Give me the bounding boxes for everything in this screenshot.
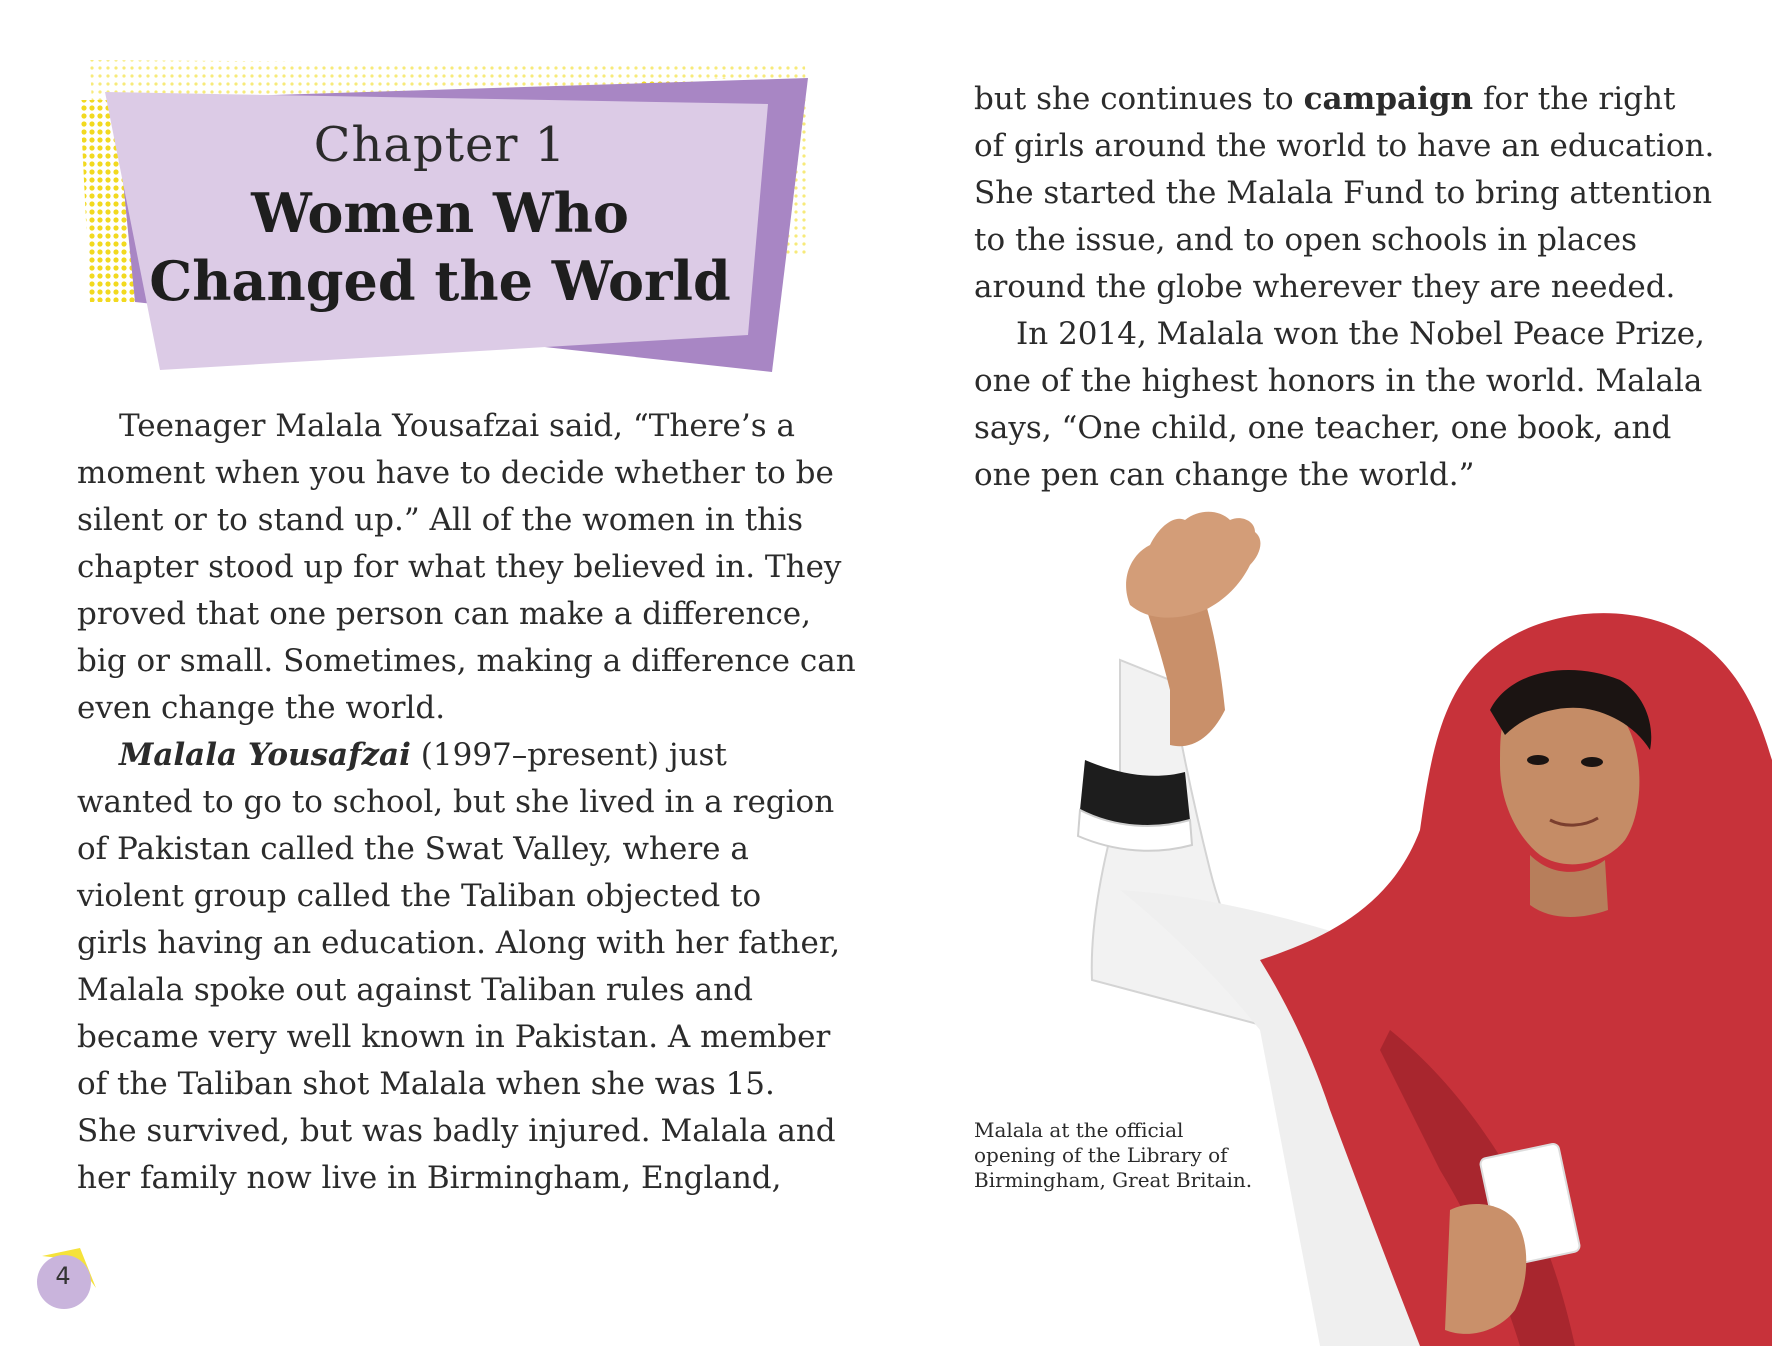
text-line: one of the highest honors in the world. Malala [974, 363, 1703, 399]
text-line: She started the Malala Fund to bring attention [974, 175, 1713, 211]
chapter-title-line: Women Who [251, 181, 629, 246]
text-line: even change the world. [77, 690, 446, 726]
text-line: became very well known in Pakistan. A member [77, 1019, 831, 1055]
eye-left [1527, 755, 1549, 765]
photo-caption [974, 1118, 1253, 1193]
waving-hand [1126, 512, 1260, 618]
text-line: around the globe wherever they are needed. [974, 269, 1676, 305]
text-line: her family now live in Birmingham, England, [77, 1160, 782, 1196]
chapter-label: Chapter 1 [313, 117, 567, 173]
left-column-text [77, 403, 856, 1202]
text-fragment: but she continues to [974, 81, 1304, 117]
text-fragment: (1997–present) just [410, 737, 727, 773]
text-line: girls having an education. Along with her father, [77, 925, 841, 961]
text-line: proved that one person can make a difference, [77, 596, 812, 632]
text-line: of the Taliban shot Malala when she was 15. [77, 1066, 775, 1102]
text-line: of Pakistan called the Swat Valley, where a [77, 831, 749, 867]
text-line: In 2014, Malala won the Nobel Peace Prize, [1016, 316, 1705, 352]
text-line: one pen can change the world.” [974, 457, 1475, 493]
text-line: She survived, but was badly injured. Malala and [77, 1113, 836, 1149]
text-line: Malala spoke out against Taliban rules and [77, 972, 753, 1008]
text-line: moment when you have to decide whether to be [77, 455, 834, 491]
caption-line: opening of the Library of [974, 1143, 1228, 1167]
text-line: wanted to go to school, but she lived in a region [77, 784, 835, 820]
chapter-title [120, 179, 760, 315]
right-column-text [974, 76, 1715, 499]
caption-line: Malala at the official [974, 1118, 1184, 1142]
eye-right [1581, 757, 1603, 767]
text-line: Teenager Malala Yousafzai said, “There’s a [119, 408, 795, 444]
text-line: silent or to stand up.” All of the women in this [77, 502, 803, 538]
text-line [974, 76, 1694, 123]
text-line: to the issue, and to open schools in places [974, 222, 1637, 258]
text-fragment: for the right [1473, 81, 1676, 117]
page-number: 4 [55, 1262, 71, 1290]
text-line: of girls around the world to have an education. [974, 128, 1715, 164]
malala-photo [1060, 510, 1772, 1346]
text-line: big or small. Sometimes, making a difference can [77, 643, 856, 679]
text-line: chapter stood up for what they believed in. They [77, 549, 842, 585]
person-name: Malala Yousafzai [119, 737, 411, 773]
chapter-title-line: Changed the World [149, 249, 731, 314]
caption-line: Birmingham, Great Britain. [974, 1168, 1253, 1192]
glossary-term: campaign [1303, 81, 1474, 117]
text-line: says, “One child, one teacher, one book, and [974, 410, 1672, 446]
text-line [77, 732, 807, 779]
text-line: violent group called the Taliban objected to [77, 878, 762, 914]
chapter-heading [120, 118, 760, 315]
